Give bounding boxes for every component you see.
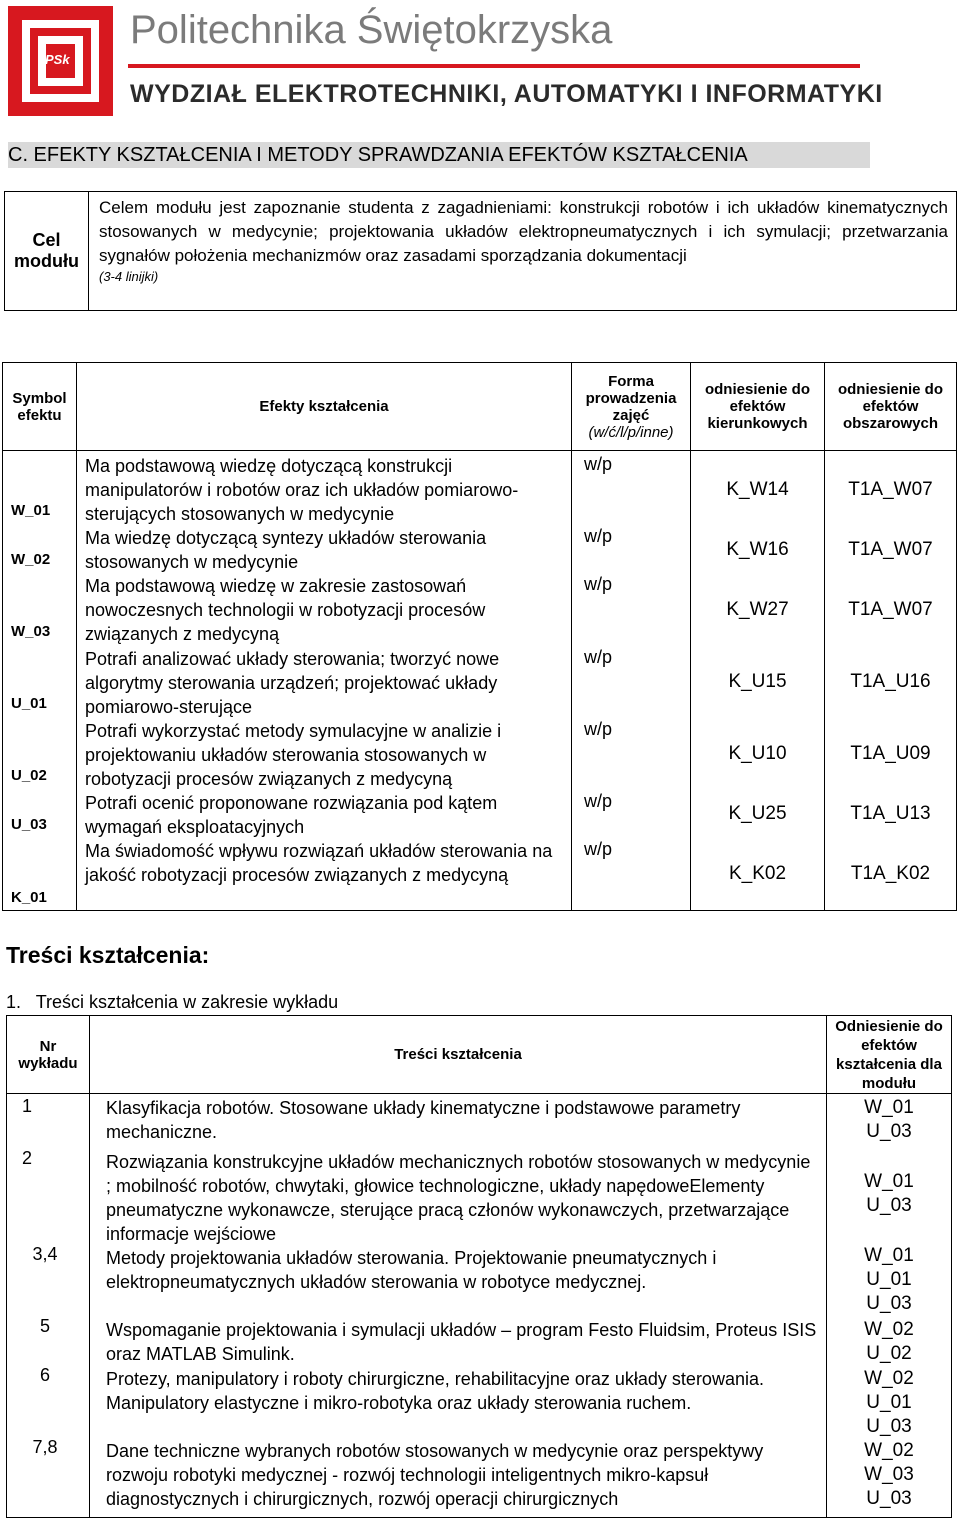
lecture-text: Wspomaganie projektowania i symulacji układów – program Festo Fluidsim, Proteus ISIS oraz MATLAB Simulink. <box>106 1320 817 1364</box>
lecture-refs: W_02 U_01 U_03 <box>864 1368 914 1437</box>
course-ref: K_K02 <box>728 863 787 884</box>
lecture-nr: 3,4 <box>32 1244 58 1264</box>
content-heading: Treści kształcenia: <box>6 942 210 968</box>
outcomes-column <box>77 451 572 911</box>
lecture-refs: W_01 U_03 <box>864 1171 914 1216</box>
lecture-nr: 6 <box>39 1365 50 1385</box>
outcome-text: Potrafi analizować układy sterowania; tworzyć nowe algorytmy sterowania urządzeń; projektować układy pomiarowo-sterujące <box>85 649 500 717</box>
course-ref: K_U25 <box>728 803 787 824</box>
form-value: w/p <box>584 647 613 667</box>
course-ref: K_W16 <box>726 539 789 560</box>
area-ref: T1A_U16 <box>850 671 931 692</box>
lecture-nr: 1 <box>21 1096 32 1116</box>
lecture-content-column <box>90 1094 827 1518</box>
lecture-ref-column <box>827 1094 952 1518</box>
area-ref: T1A_W07 <box>848 539 933 560</box>
lecture-text: Rozwiązania konstrukcyjne układów mechanicznych robotów stosowanych w medycynie ; mobilność robotów, chwytaki, głowice technologiczne, układy napędoweElementy pneumatyczne wykonawcze, sterujące pracą członów wykonawczych, przetwarzające informacje wejściowe <box>106 1152 811 1244</box>
lecture-text: Klasyfikacja robotów. Stosowane układy kinematyczne i podstawowe parametry mechaniczne. <box>106 1098 741 1142</box>
form-value: w/p <box>584 839 613 859</box>
course-ref: K_U15 <box>728 671 787 692</box>
outcome-text: Ma podstawową wiedzę w zakresie zastosowań nowoczesnych technologii w robotyzacji procesów związanych z medycyną <box>85 576 486 644</box>
course-ref: K_W27 <box>726 599 789 620</box>
outcome-text: Potrafi wykorzystać metody symulacyjne w analizie i projektowaniu układów sterowania stosowanych w robotyzacji procesów związanych z medycyną <box>85 721 502 789</box>
col-lecture-ref-header: Odniesienie do efektów kształcenia dla modułu <box>827 1016 952 1094</box>
symbol-K_01: K_01 <box>11 889 47 906</box>
section-title: C. EFEKTY KSZTAŁCENIA I METODY SPRAWDZANIA EFEKTÓW KSZTAŁCENIA <box>8 142 870 168</box>
lecture-text: Protezy, manipulatory i roboty chirurgiczne, rehabilitacyjne oraz układy sterowania. Manipulatory elastyczne i mikro-robotyka oraz układy sterowania ruchem. <box>106 1369 764 1413</box>
course-ref-column <box>691 451 825 911</box>
area-ref: T1A_W07 <box>848 599 933 620</box>
symbol-U_01: U_01 <box>11 695 47 712</box>
faculty-name: WYDZIAŁ ELEKTROTECHNIKI, AUTOMATYKI I INFORMATYKI <box>130 80 883 108</box>
learning-outcomes-table <box>2 362 957 911</box>
lecture-nr-column <box>7 1094 90 1518</box>
symbol-W_01: W_01 <box>11 502 51 519</box>
lecture-text: Dane techniczne wybranych robotów stosowanych w medycynie oraz perspektywy rozwoju robotyki medycznej - rozwój technologii inteligentnych mikro-kapsuł diagnostycznych i chirurgicznych, rozwój operacji chirurgicznych <box>106 1441 764 1509</box>
outcome-text: Ma podstawową wiedzę dotyczącą konstrukcji manipulatorów i robotów oraz ich układów pomiarowo-sterujących stosowanych w medycynie <box>85 456 519 524</box>
lecture-nr: 7,8 <box>32 1437 58 1457</box>
symbol-column <box>3 451 77 911</box>
outcome-text: Ma wiedzę dotyczącą syntezy układów sterowania stosowanych w medycynie <box>85 528 487 572</box>
lecture-content-table <box>6 1015 952 1518</box>
area-ref-column <box>825 451 957 911</box>
form-value: w/p <box>584 454 613 474</box>
logo-text: PSk <box>45 52 70 67</box>
symbol-W_03: W_03 <box>11 623 51 640</box>
area-ref: T1A_U09 <box>850 743 931 764</box>
symbol-W_02: W_02 <box>11 551 51 568</box>
form-value: w/p <box>584 526 613 546</box>
area-ref: T1A_W07 <box>848 479 933 500</box>
form-value: w/p <box>584 719 613 739</box>
lecture-subheading: 1. Treści kształcenia w zakresie wykładu <box>6 992 339 1012</box>
header-divider <box>128 64 860 68</box>
outcome-text: Potrafi ocenić proponowane rozwiązania pod kątem wymagań eksploatacyjnych <box>85 793 498 837</box>
lecture-refs: W_02 U_02 <box>864 1319 914 1364</box>
lecture-refs: W_02 W_03 U_03 <box>864 1440 914 1509</box>
lecture-nr: 2 <box>21 1148 32 1168</box>
col-course-ref-header: odniesienie do efektów kierunkowych <box>691 363 825 451</box>
course-ref: K_U10 <box>728 743 787 764</box>
lecture-refs: W_01 U_01 U_03 <box>864 1245 914 1314</box>
form-value: w/p <box>584 791 613 811</box>
form-value: w/p <box>584 574 613 594</box>
symbol-U_03: U_03 <box>11 816 47 833</box>
col-form-header: Forma prowadzenia zajęć (w/ć/l/p/inne) <box>572 363 691 451</box>
lecture-nr: 5 <box>39 1316 50 1336</box>
area-ref: T1A_U13 <box>850 803 931 824</box>
module-goal-text: Celem modułu jest zapoznanie studenta z zagadnieniami: konstrukcji robotów i ich układów kinematycznych stosowanych w medycynie; projektowania układów elektropneumatycznych i ich symulacji; przetwarzania sygnałów położenia mechanizmów oraz zasadami sporządzania dokumentacji (3-4 linijki) <box>89 192 957 311</box>
lecture-text: Metody projektowania układów sterowania. Projektowanie pneumatycznych i elektropneumatycznych układów sterowania w robotyce medycznej. <box>106 1248 717 1292</box>
outcome-text: Ma świadomość wpływu rozwiązań układów sterowania na jakość robotyzacji procesów związanych z medycyną <box>85 841 553 885</box>
col-lecture-content-header: Treści kształcenia <box>90 1016 827 1094</box>
col-outcomes-header: Efekty kształcenia <box>77 363 572 451</box>
area-ref: T1A_K02 <box>850 863 931 884</box>
course-ref: K_W14 <box>726 479 789 500</box>
university-name: Politechnika Świętokrzyska <box>130 8 613 52</box>
module-goal-label: Cel modułu <box>5 192 89 311</box>
symbol-U_02: U_02 <box>11 767 47 784</box>
form-column <box>572 451 691 911</box>
col-lecture-nr-header: Nr wykładu <box>7 1016 90 1094</box>
module-goal-note: (3-4 linijki) <box>99 269 159 284</box>
col-symbol-header: Symbol efektu <box>3 363 77 451</box>
lecture-refs: W_01 U_03 <box>864 1097 914 1142</box>
col-area-ref-header: odniesienie do efektów obszarowych <box>825 363 957 451</box>
module-goal-table <box>4 191 957 311</box>
university-logo <box>8 6 113 116</box>
